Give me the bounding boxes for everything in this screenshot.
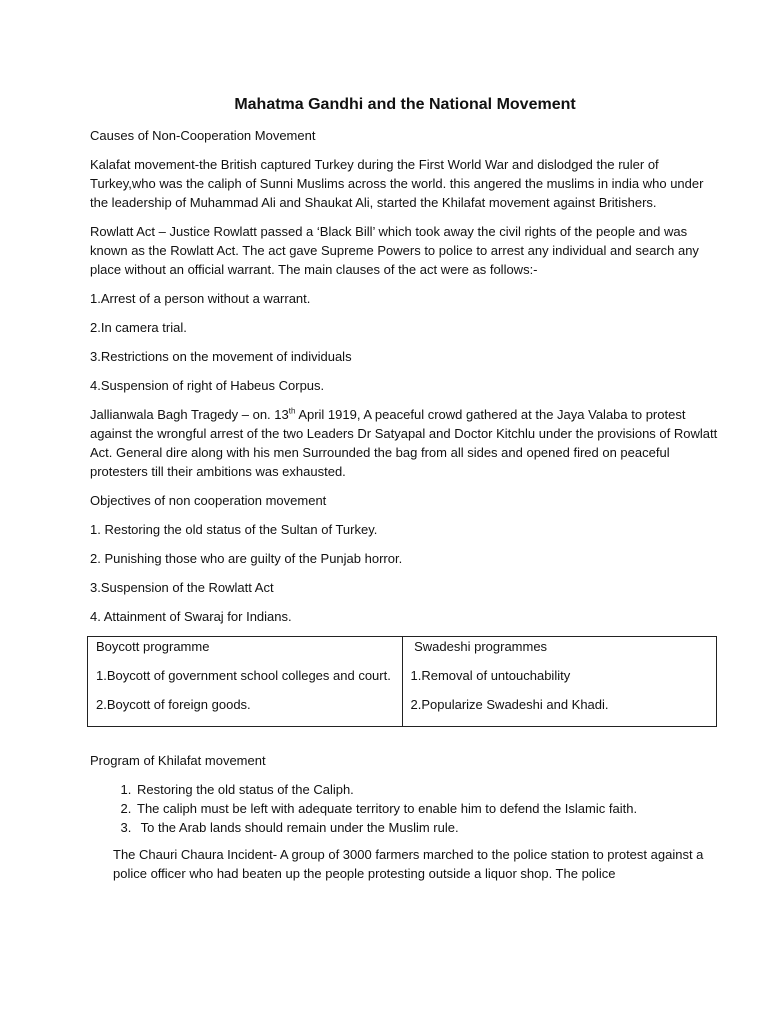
- page-title: Mahatma Gandhi and the National Movement: [234, 96, 576, 113]
- jallianwala-text-start: Jallianwala Bagh Tragedy – on. 13: [90, 407, 289, 422]
- list-item: 2. The caliph must be left with adequate territory to enable him to defend the Islamic faith.: [135, 799, 720, 818]
- clause-item: 3.Restrictions on the movement of individuals: [90, 349, 352, 364]
- paragraph-chauri-chaura: The Chauri Chaura Incident- A group of 3000 farmers marched to the police station to protest against a police officer who had beaten up the people protesting outside a liquor shop. The police: [113, 847, 704, 881]
- jallianwala-text-rest: April 1919, A peaceful crowd gathered at the Jaya Valaba to protest against the wrongful arrest of the two Leaders Dr Satyapal and Doctor Kitchlu under the provisions of Rowlatt Act. General dire along with his men Surrounded the bag from all sides and opened fired on peaceful protesters till their ambitions was exhausted.: [90, 407, 718, 479]
- objective-item: 1. Restoring the old status of the Sultan of Turkey.: [90, 522, 378, 537]
- objective-item: 2. Punishing those who are guilty of the Punjab horror.: [90, 551, 403, 566]
- swadeshi-item: 1.Removal of untouchability: [410, 668, 571, 683]
- programme-table: [87, 636, 717, 727]
- paragraph-rowlatt: Rowlatt Act – Justice Rowlatt passed a ‘Black Bill’ which took away the civil rights of the people and was known as the Rowlatt Act. The act gave Supreme Powers to police to arrest any individual and search any place without an official warrant. The main clauses of the act were as follows:-: [90, 224, 699, 277]
- heading-objectives: Objectives of non cooperation movement: [90, 493, 327, 508]
- boycott-item: 1.Boycott of government school colleges and court.: [96, 668, 391, 683]
- boycott-item: 2.Boycott of foreign goods.: [96, 697, 251, 712]
- clause-item: 1.Arrest of a person without a warrant.: [90, 291, 311, 306]
- list-item: 3. To the Arab lands should remain under the Muslim rule.: [135, 818, 720, 837]
- swadeshi-item: 2.Popularize Swadeshi and Khadi.: [410, 697, 609, 712]
- heading-khilafat-program: Program of Khilafat movement: [90, 753, 266, 768]
- swadeshi-header: Swadeshi programmes: [410, 639, 548, 654]
- list-item: 1. Restoring the old status of the Caliph.: [135, 780, 720, 799]
- khilafat-program-list: [90, 780, 720, 837]
- heading-causes: Causes of Non-Cooperation Movement: [90, 128, 316, 143]
- paragraph-kalafat: Kalafat movement-the British captured Turkey during the First World War and dislodged the ruler of Turkey,who was the caliph of Sunni Muslims across the world. this angered the muslims in india who under the leadership of Muhammad Ali and Shaukat Ali, started the Khilafat movement against Britishers.: [90, 157, 704, 210]
- boycott-column: [88, 637, 403, 727]
- boycott-header: Boycott programme: [96, 639, 210, 654]
- objective-item: 3.Suspension of the Rowlatt Act: [90, 580, 274, 595]
- document-page: [90, 95, 720, 893]
- swadeshi-column: [402, 637, 717, 727]
- clause-item: 2.In camera trial.: [90, 320, 187, 335]
- paragraph-jallianwala: [90, 405, 720, 481]
- ordinal-suffix: th: [288, 406, 296, 416]
- clause-item: 4.Suspension of right of Habeus Corpus.: [90, 378, 325, 393]
- objective-item: 4. Attainment of Swaraj for Indians.: [90, 609, 292, 624]
